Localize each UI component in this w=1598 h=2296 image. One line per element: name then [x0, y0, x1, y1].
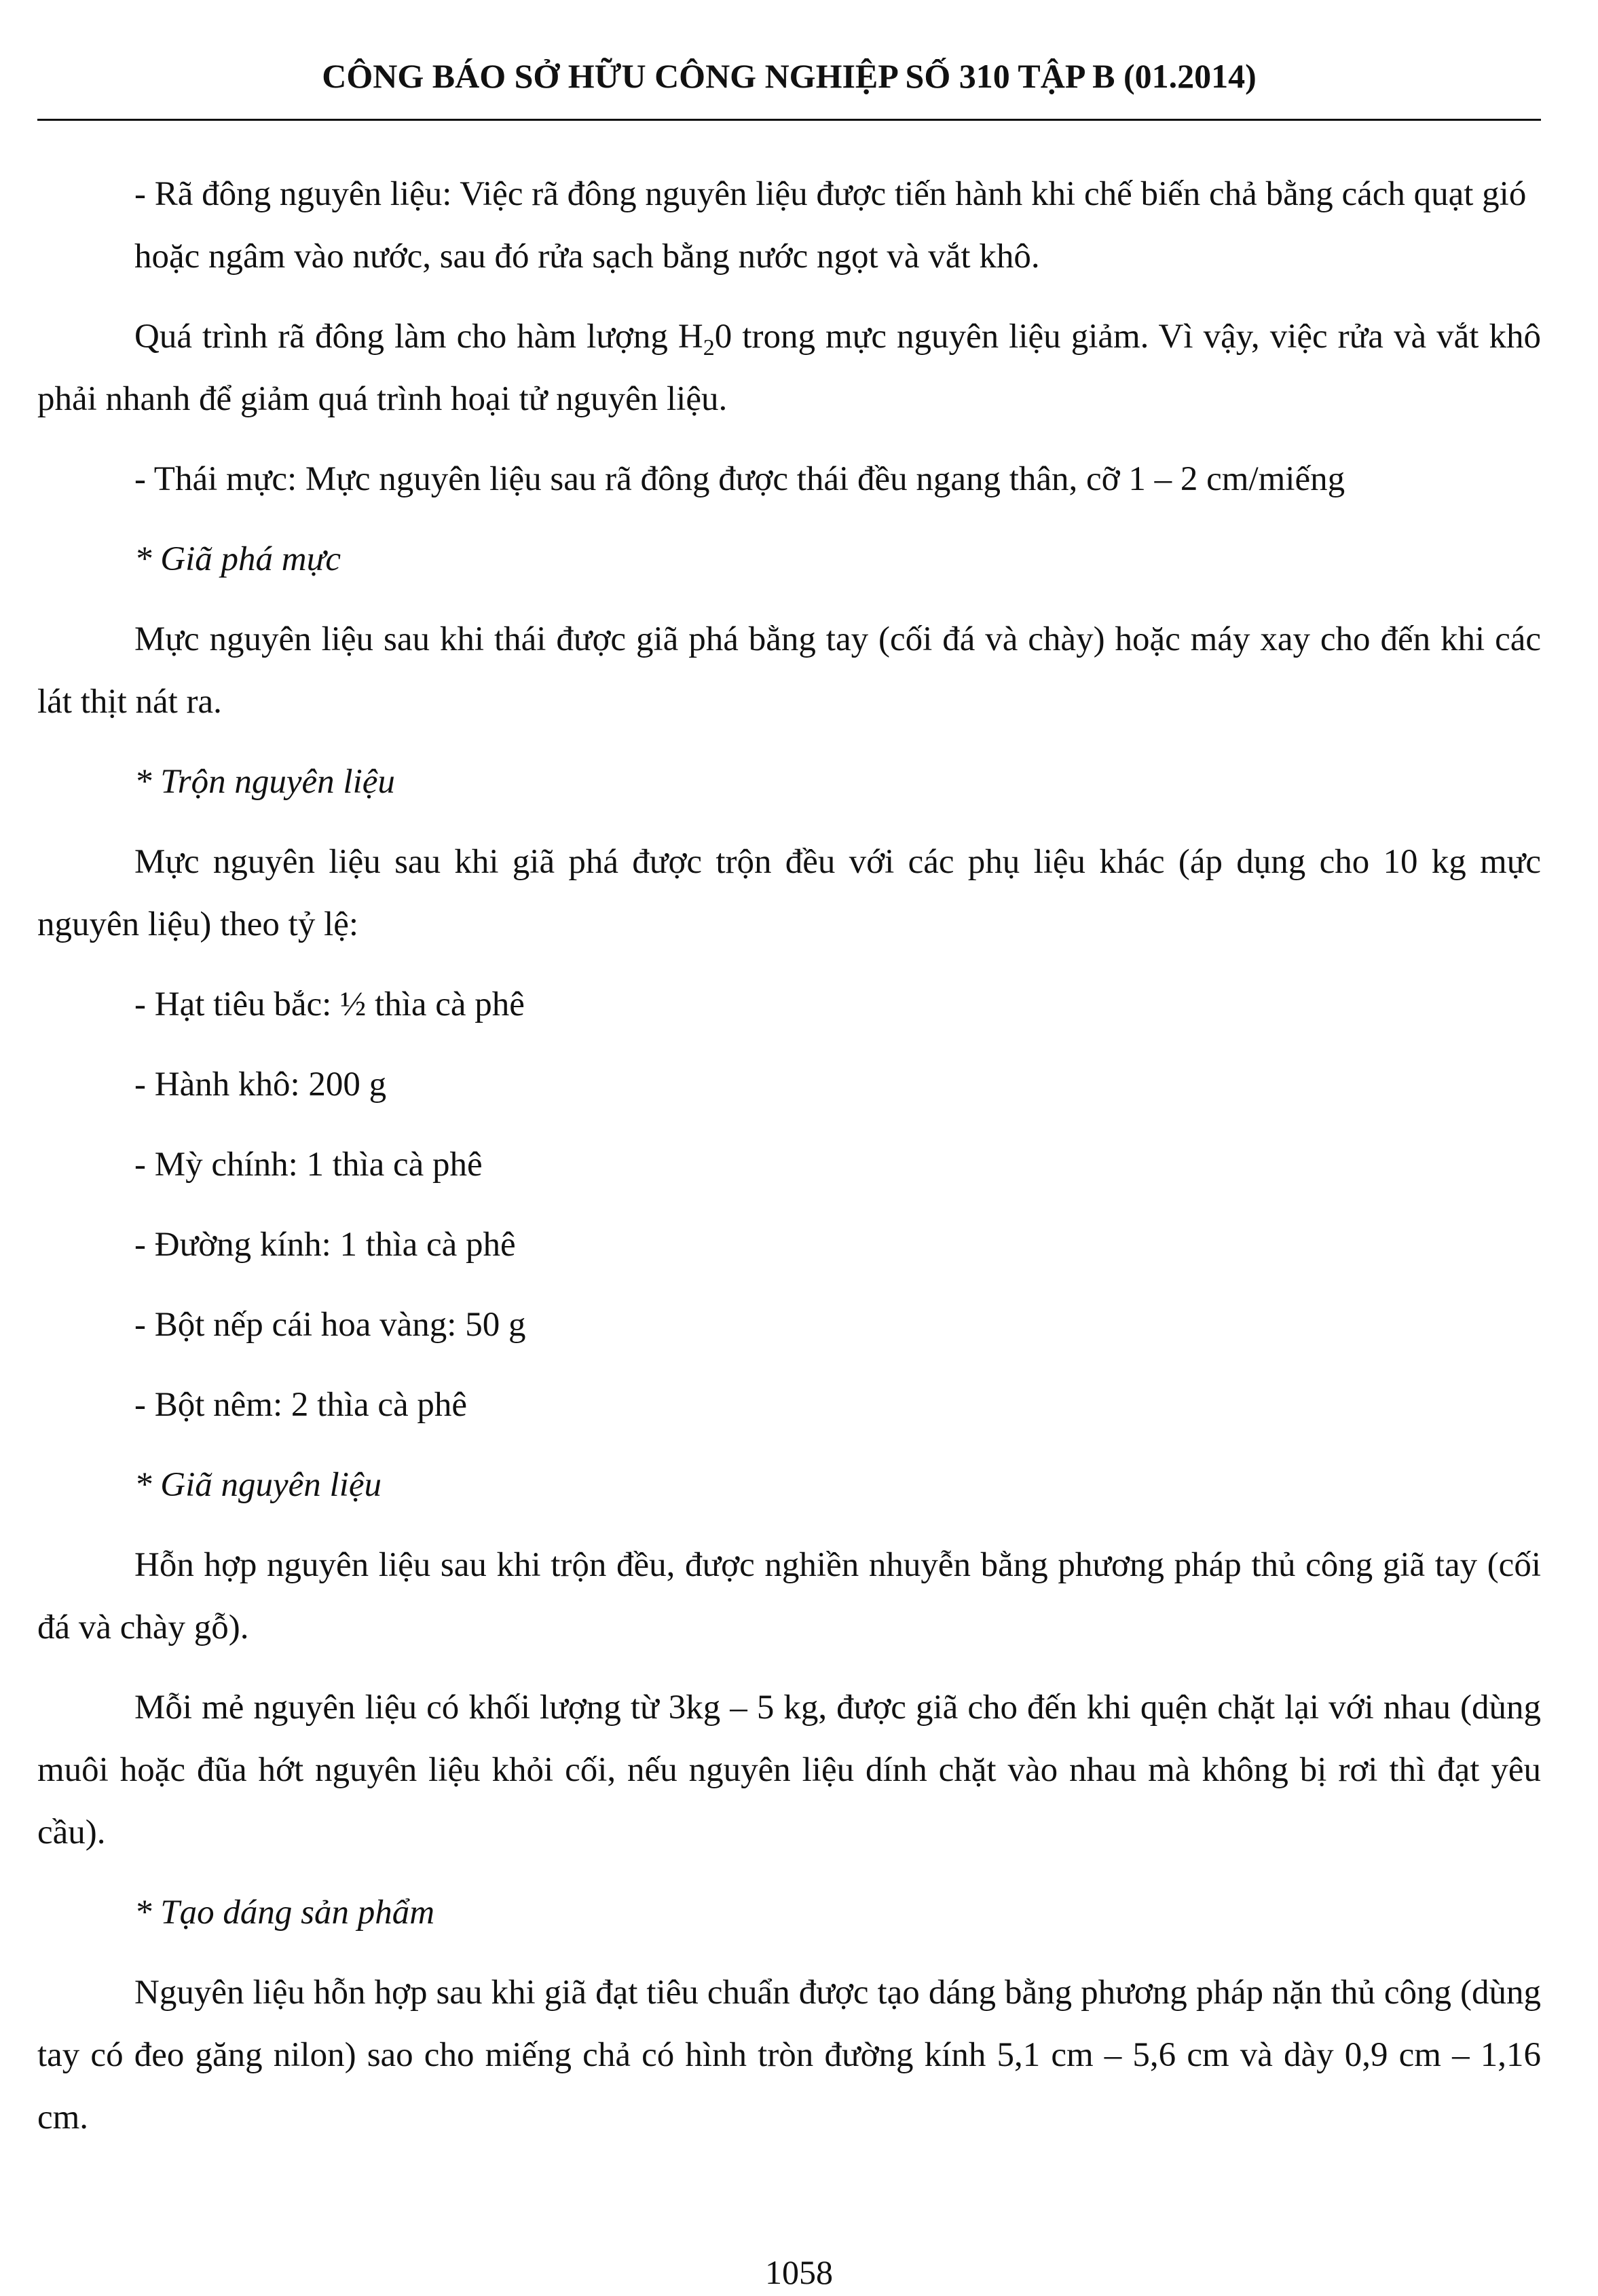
ingredient-item: - Đường kính: 1 thìa cà phê	[134, 1226, 516, 1264]
paragraph-thawing: - Rã đông nguyên liệu: Việc rã đông nguyên liệu được tiến hành khi chế biến chả bằng cách quạt gió hoặc ngâm vào nước, sau đó rửa sạch bằng nước ngọt và vắt khô.	[134, 175, 1527, 276]
paragraph-pounding: Hỗn hợp nguyên liệu sau khi trộn đều, được nghiền nhuyễn bằng phương pháp thủ công giã tay (cối đá và chày gỗ).	[37, 1546, 1541, 1646]
gazette-header-title: CÔNG BÁO SỞ HỮU CÔNG NGHIỆP SỐ 310 TẬP B (01.2014)	[322, 57, 1257, 95]
paragraph-slicing: - Thái mực: Mực nguyên liệu sau rã đông được thái đều ngang thân, cỡ 1 – 2 cm/miếng	[134, 460, 1345, 498]
text-span: 0 trong mực nguyên liệu giảm. Vì vậy, việc rửa và vắt khô phải nhanh để giảm quá trình hoại tử nguyên liệu.	[37, 318, 1542, 418]
paragraph-shaping: Nguyên liệu hỗn hợp sau khi giã đạt tiêu chuẩn được tạo dáng bằng phương pháp nặn thủ công (dùng tay có đeo găng nilon) sao cho miếng chả có hình tròn đường kính 5,1 cm – 5,6 cm và dày 0,9 cm – 1,16 cm.	[37, 1974, 1541, 2137]
section-heading-pounding: * Giã nguyên liệu	[134, 1466, 382, 1504]
paragraph-batch: Mỗi mẻ nguyên liệu có khối lượng từ 3kg – 5 kg, được giã cho đến khi quện chặt lại với nhau (dùng muôi hoặc đũa hớt nguyên liệu khỏi cối, nếu nguyên liệu dính chặt vào nhau mà không bị rơi thì đạt yêu cầu).	[37, 1689, 1541, 1851]
document-body	[37, 163, 1541, 2166]
ingredient-item: - Bột nếp cái hoa vàng: 50 g	[134, 1306, 526, 1344]
section-heading-shaping: * Tạo dáng sản phẩm	[134, 1894, 435, 1932]
paragraph-mixing: Mực nguyên liệu sau khi giã phá được trộn đều với các phụ liệu khác (áp dụng cho 10 kg mực nguyên liệu) theo tỷ lệ:	[37, 843, 1541, 943]
page-number: 1058	[765, 2253, 833, 2291]
section-heading-mixing: * Trộn nguyên liệu	[134, 763, 395, 801]
subscript: 2	[703, 335, 715, 361]
ingredient-item: - Bột nêm: 2 thìa cà phê	[134, 1386, 468, 1424]
paragraph-thawing-effect	[37, 305, 1541, 430]
paragraph-crushing: Mực nguyên liệu sau khi thái được giã phá bằng tay (cối đá và chày) hoặc máy xay cho đến khi các lát thịt nát ra.	[37, 620, 1541, 721]
text-span: Quá trình rã đông làm cho hàm lượng H	[134, 318, 703, 356]
section-heading-crushing: * Giã phá mực	[134, 540, 341, 578]
ingredient-item: - Hành khô: 200 g	[134, 1066, 387, 1104]
ingredient-item: - Mỳ chính: 1 thìa cà phê	[134, 1146, 483, 1184]
ingredient-item: - Hạt tiêu bắc: ½ thìa cà phê	[134, 985, 525, 1023]
header-divider	[37, 119, 1541, 121]
